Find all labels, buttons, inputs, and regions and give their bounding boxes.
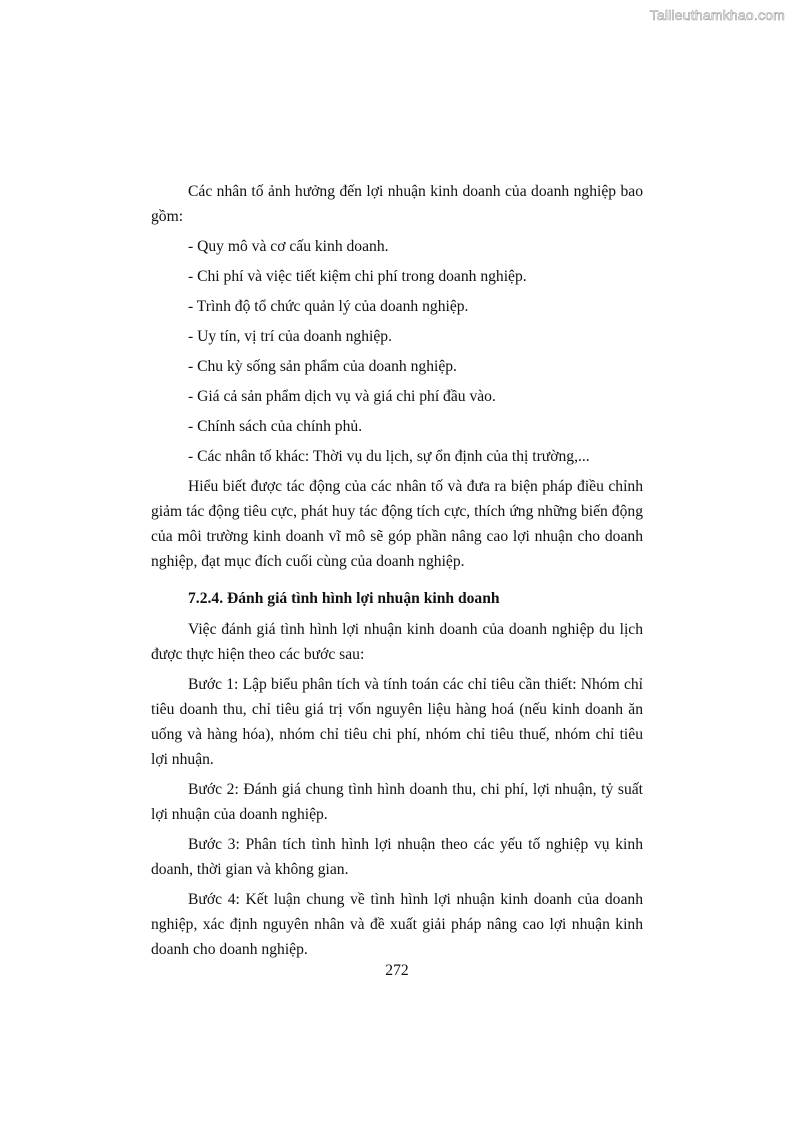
list-item: - Chi phí và việc tiết kiệm chi phí trong doanh nghiệp. — [188, 268, 527, 285]
list-item: - Các nhân tố khác: Thời vụ du lịch, sự ổn định của thị trường,... — [188, 448, 590, 465]
page-number: 272 — [385, 962, 409, 979]
page-body — [151, 179, 643, 967]
watermark: Tailieuthamkhao.com — [649, 7, 785, 23]
understanding-paragraph: Hiểu biết được tác động của các nhân tố và đưa ra biện pháp điều chỉnh giảm tác động tiêu cực, phát huy tác động tích cực, thích ứng những biến động của môi trường kinh doanh vĩ mô sẽ góp phần nâng cao lợi nhuận cho doanh nghiệp, đạt mục đích cuối cùng của doanh nghiệp. — [151, 478, 643, 570]
list-item: - Trình độ tổ chức quản lý của doanh nghiệp. — [188, 298, 469, 315]
evaluation-intro-paragraph: Việc đánh giá tình hình lợi nhuận kinh doanh của doanh nghiệp du lịch được thực hiện theo các bước sau: — [151, 621, 643, 663]
step-3-paragraph: Bước 3: Phân tích tình hình lợi nhuận theo các yếu tố nghiệp vụ kinh doanh, thời gian và không gian. — [151, 836, 643, 878]
list-item: - Chu kỳ sống sản phẩm của doanh nghiệp. — [188, 358, 457, 375]
list-item: - Chính sách của chính phủ. — [188, 418, 363, 435]
list-item: - Quy mô và cơ cấu kinh doanh. — [188, 238, 389, 255]
step-2-paragraph: Bước 2: Đánh giá chung tình hình doanh thu, chi phí, lợi nhuận, tỷ suất lợi nhuận của doanh nghiệp. — [151, 781, 643, 823]
step-1-paragraph: Bước 1: Lập biểu phân tích và tính toán các chỉ tiêu cần thiết: Nhóm chỉ tiêu doanh thu, chỉ tiêu giá trị vốn nguyên liệu hàng hoá (nếu kinh doanh ăn uống và hàng hóa), nhóm chỉ tiêu chi phí, nhóm chỉ tiêu thuế, nhóm chỉ tiêu lợi nhuận. — [151, 676, 643, 768]
list-item: - Uy tín, vị trí của doanh nghiệp. — [188, 328, 392, 345]
step-4-paragraph: Bước 4: Kết luận chung về tình hình lợi nhuận kinh doanh của doanh nghiệp, xác định nguyên nhân và đề xuất giải pháp nâng cao lợi nhuận kinh doanh cho doanh nghiệp. — [151, 891, 643, 958]
list-item: - Giá cả sản phẩm dịch vụ và giá chi phí đầu vào. — [188, 388, 496, 405]
intro-paragraph: Các nhân tố ảnh hưởng đến lợi nhuận kinh doanh của doanh nghiệp bao gồm: — [151, 183, 643, 225]
section-heading: 7.2.4. Đánh giá tình hình lợi nhuận kinh doanh — [188, 590, 500, 607]
